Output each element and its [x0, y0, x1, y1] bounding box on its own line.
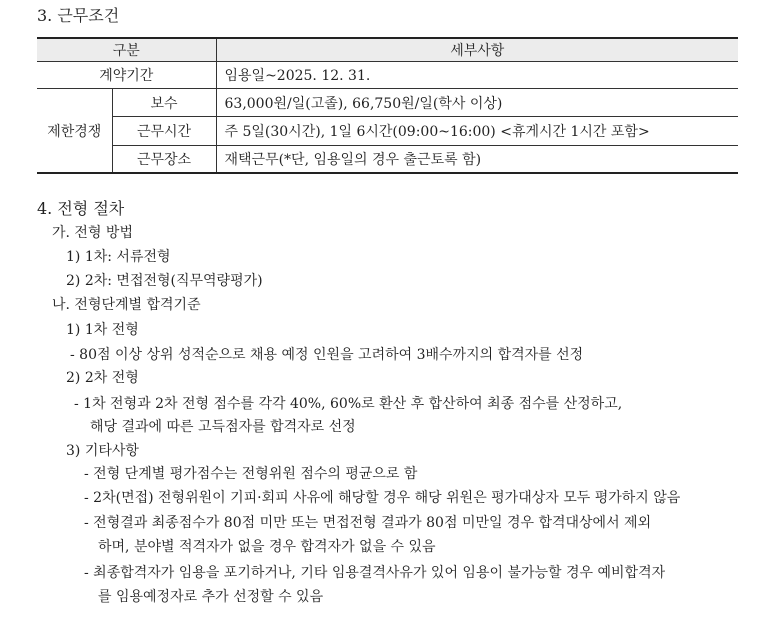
table-row — [37, 62, 738, 89]
row-value: 재택근무(*단, 임용일의 경우 출근토록 함) — [216, 146, 738, 174]
subsection-a-title: 가. 전형 방법 — [52, 225, 133, 241]
list-item: 를 임용예정자로 추가 선정할 수 있음 — [98, 589, 324, 605]
row-value: 63,000원/일(고졸), 66,750원/일(학사 이상) — [216, 89, 738, 117]
list-item: 3) 기타사항 — [66, 443, 139, 459]
list-item: - 80점 이상 상위 성적순으로 채용 예정 인원을 고려하여 3배수까지의 합격자를 선정 — [70, 347, 584, 363]
table-row — [37, 117, 738, 146]
table-row — [37, 146, 738, 174]
group-label: 제한경쟁 — [37, 89, 112, 174]
list-item: - 1차 전형과 2차 전형 점수를 각각 40%, 60%로 환산 후 합산하여 최종 점수를 산정하고, — [74, 396, 623, 412]
list-item: 2) 2차 전형 — [66, 370, 139, 386]
row-label: 근무장소 — [112, 146, 216, 174]
table-header-row — [37, 38, 738, 62]
row-label: 근무시간 — [112, 117, 216, 146]
list-item: - 전형 단계별 평가점수는 전형위원 점수의 평균으로 함 — [84, 466, 418, 482]
list-item: 하며, 분야별 적격자가 없을 경우 합격자가 없을 수 있음 — [98, 539, 436, 555]
list-item: - 전형결과 최종점수가 80점 미만 또는 면접전형 결과가 80점 미만일 경우 합격대상에서 제외 — [84, 515, 652, 531]
list-item: - 최종합격자가 임용을 포기하거나, 기타 임용결격사유가 있어 임용이 불가능할 경우 예비합격자 — [84, 565, 666, 581]
list-item: 해당 결과에 따른 고득점자를 합격자로 선정 — [90, 419, 356, 435]
list-item: 1) 1차: 서류전형 — [66, 249, 171, 265]
contract-value: 임용일~2025. 12. 31. — [216, 62, 738, 89]
section-4-title: 4. 전형 절차 — [37, 199, 125, 218]
header-details: 세부사항 — [216, 38, 738, 62]
work-conditions-table — [37, 37, 738, 174]
list-item: - 2차(면접) 전형위원이 기피·회피 사유에 해당할 경우 해당 위원은 평가대상자 모두 평가하지 않음 — [84, 490, 681, 506]
contract-label: 계약기간 — [37, 62, 216, 89]
subsection-b-title: 나. 전형단계별 합격기준 — [52, 297, 201, 313]
list-item: 1) 1차 전형 — [66, 322, 139, 338]
row-label: 보수 — [112, 89, 216, 117]
section-3-title: 3. 근무조건 — [37, 6, 120, 25]
row-value: 주 5일(30시간), 1일 6시간(09:00~16:00) <휴게시간 1시간 포함> — [216, 117, 738, 146]
header-category: 구분 — [37, 38, 216, 62]
list-item: 2) 2차: 면접전형(직무역량평가) — [66, 273, 263, 289]
table-row — [37, 89, 738, 117]
